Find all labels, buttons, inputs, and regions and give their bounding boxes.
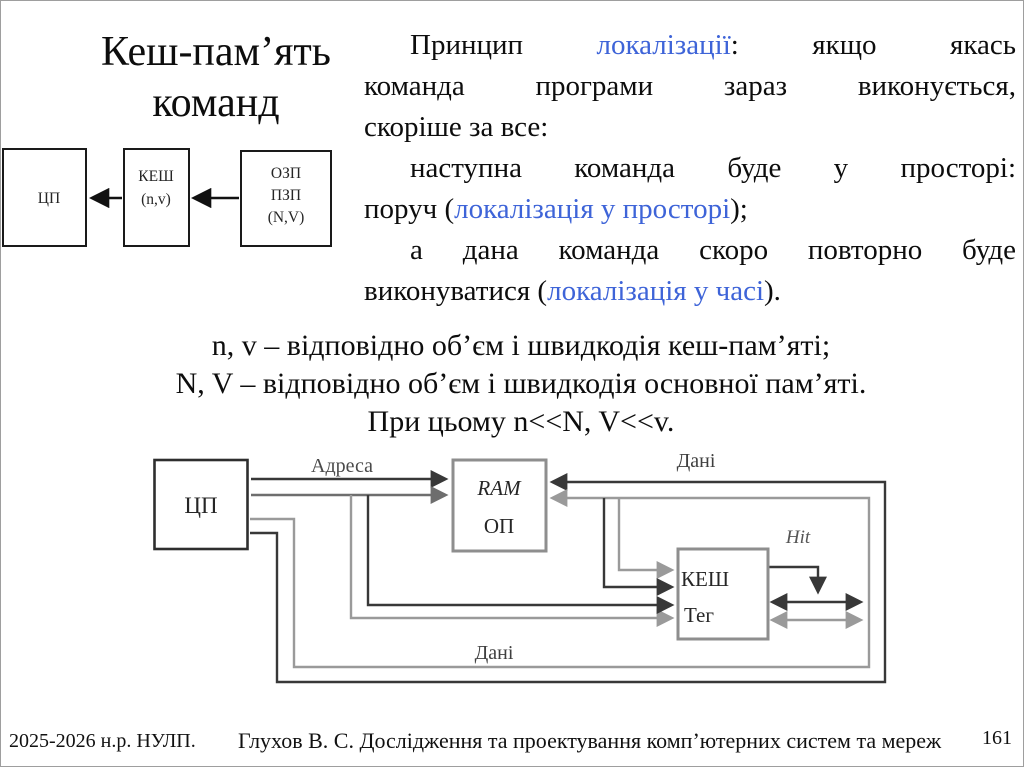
wire-data-bus-outer <box>250 482 885 682</box>
data-label-top: Дані <box>676 450 716 472</box>
footer-author-course: Глухов В. С. Дослідження та проектування комп’ютерних систем та мереж <box>238 728 942 753</box>
body-line-3: скоріше за все: <box>364 111 549 143</box>
cpu-label-small: ЦП <box>37 190 61 207</box>
body-text-run: поруч ( <box>364 193 455 225</box>
cache-label-small: КЕШ <box>138 168 174 185</box>
body-line-6: а дана команда скоро повторно буде <box>410 234 1016 266</box>
body-text <box>364 25 1016 312</box>
body-text-run: ). <box>764 275 781 307</box>
footer-year: 2025-2026 н.р. НУЛП. <box>9 730 196 752</box>
definition-line-1: n, v – відповідно об’єм і швидкодія кеш-пам’яті; <box>211 329 831 362</box>
body-line-5 <box>364 189 1016 230</box>
link-spatial-locality[interactable]: локалізація у просторі <box>454 193 731 225</box>
body-line-2: команда програми зараз виконується, <box>364 70 1016 102</box>
body-line-1 <box>364 25 1016 66</box>
memory-label-pzp: ПЗП <box>270 187 302 204</box>
body-line-7 <box>364 271 1016 312</box>
body-text-run: виконуватися ( <box>364 275 548 307</box>
body-text-run: ); <box>730 193 748 225</box>
memory-params-label: (N,V) <box>267 209 305 226</box>
link-localization[interactable]: локалізації <box>596 29 731 61</box>
ram-label: RAM <box>477 476 521 500</box>
tag-label: Тег <box>684 603 714 627</box>
wire-hit-signal <box>768 567 818 591</box>
big-arch-diagram <box>141 434 941 706</box>
body-text-run: Принцип <box>410 29 597 61</box>
page-number: 161 <box>982 727 1012 749</box>
body-line-4: наступна команда буде у просторі: <box>410 152 1016 184</box>
definition-line-3: При цьому n<<N, V<<v. <box>367 405 675 438</box>
page-title: Кеш-пам’ять команд <box>101 29 331 126</box>
wire-data-bus-inner <box>250 498 869 667</box>
link-temporal-locality[interactable]: локалізація у часі <box>547 275 764 307</box>
data-label-bottom: Дані <box>474 642 514 664</box>
cache-label-big: КЕШ <box>681 567 730 591</box>
memory-label-ozp: ОЗП <box>270 165 302 182</box>
cpu-label-big: ЦП <box>184 493 218 518</box>
body-text-run: : якщо якась <box>730 29 1016 61</box>
wire-ram-to-cache-2 <box>604 498 671 587</box>
address-label: Адреса <box>311 455 373 477</box>
definitions-block <box>71 327 971 441</box>
definition-line-2: N, V – відповідно об’єм і швидкодія основної пам’яті. <box>175 367 867 400</box>
small-arch-diagram <box>1 141 341 253</box>
op-label: ОП <box>483 514 515 538</box>
wire-ram-to-cache-1 <box>619 498 671 570</box>
hit-label: Hit <box>785 527 811 548</box>
cache-params-label: (n,v) <box>141 191 171 208</box>
